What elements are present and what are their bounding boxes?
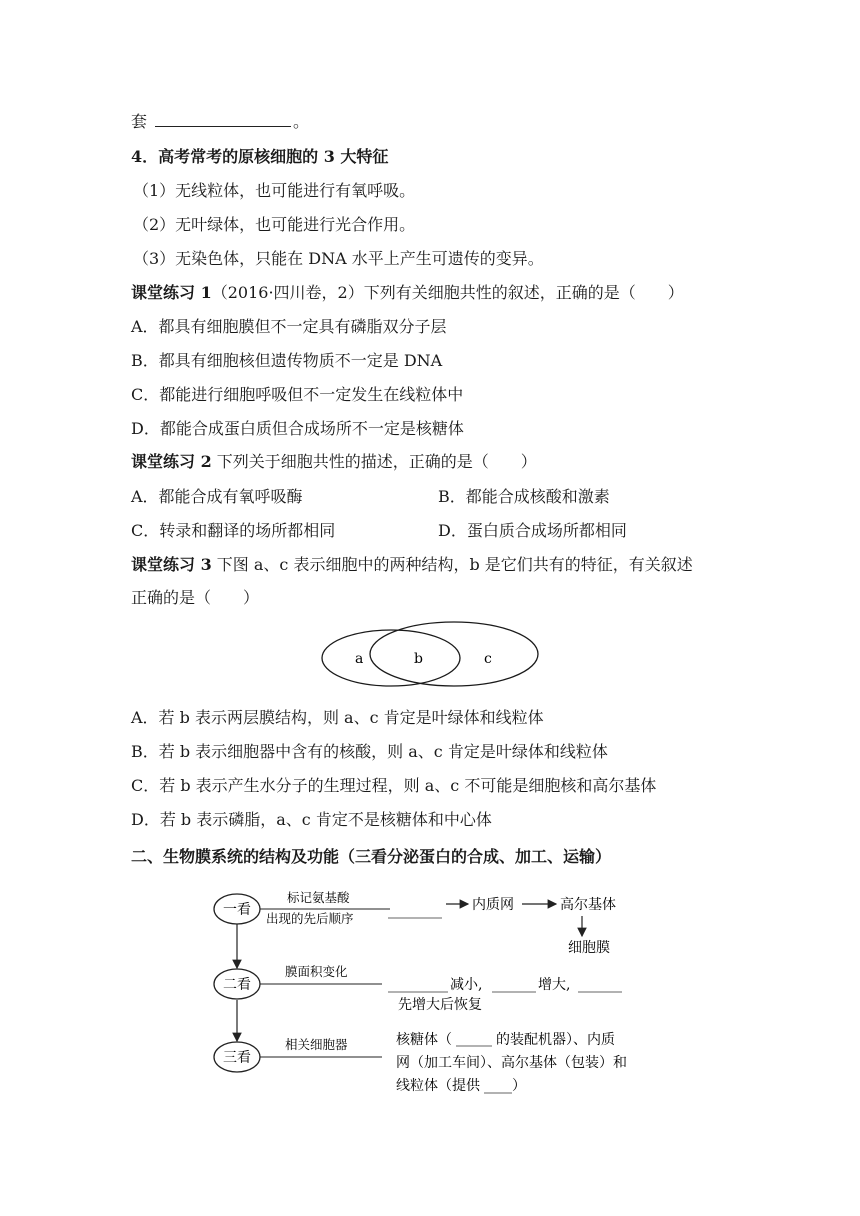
question-1-stem xyxy=(131,282,684,304)
feature-item-3: （3）无染色体，只能在 DNA 水平上产生可遗传的变异。 xyxy=(133,249,544,268)
q1-option-b[interactable]: B．都具有细胞核但遗传物质不一定是 DNA xyxy=(131,351,443,370)
q3-option-b[interactable]: B．若 b 表示细胞器中含有的核酸，则 a、c 肯定是叶绿体和线粒体 xyxy=(131,742,608,761)
golgi-label: 高尔基体 xyxy=(560,897,616,913)
step-2-caption: 膜面积变化 xyxy=(285,964,348,979)
venn-label-b: b xyxy=(414,651,423,667)
venn-label-c: c xyxy=(484,651,492,667)
increase-label: 增大, xyxy=(538,977,571,993)
feature-item-2: （2）无叶绿体，也可能进行光合作用。 xyxy=(133,215,416,234)
step-1-caption-2: 出现的先后顺序 xyxy=(266,911,354,926)
q3-option-a[interactable]: A．若 b 表示两层膜结构，则 a、c 肯定是叶绿体和线粒体 xyxy=(131,708,544,727)
text-suffix: 。 xyxy=(293,112,310,131)
q2-option-c[interactable]: C．转录和翻译的场所都相同 xyxy=(131,521,336,540)
step-3-label: 三看 xyxy=(223,1050,251,1066)
secretory-protein-flow-diagram xyxy=(210,880,650,1105)
fill-in-line xyxy=(131,111,309,133)
venn-label-a: a xyxy=(355,651,364,667)
er-label: 内质网 xyxy=(472,897,514,913)
section-heading-4: 4．高考常考的原核细胞的 3 大特征 xyxy=(131,147,389,166)
q2-option-d[interactable]: D．蛋白质合成场所都相同 xyxy=(438,521,627,540)
organelle-line-3a: 线粒体（提供 xyxy=(396,1078,480,1094)
step-1-caption-1: 标记氨基酸 xyxy=(287,890,350,905)
venn-circle-right xyxy=(370,622,538,686)
text-prefix: 套 xyxy=(131,112,148,131)
organelle-line-1a: 核糖体（ xyxy=(396,1032,452,1048)
recover-label: 先增大后恢复 xyxy=(398,997,482,1013)
venn-diagram xyxy=(318,618,542,690)
step-2-label: 二看 xyxy=(223,977,251,993)
question-text: 下图 a、c 表示细胞中的两种结构，b 是它们共有的特征，有关叙述 xyxy=(211,555,693,574)
question-label: 课堂练习 2 xyxy=(131,452,212,471)
question-text: 下列关于细胞共性的描述，正确的是（ ） xyxy=(211,452,537,471)
question-3-stem-cont: 正确的是（ ） xyxy=(131,588,260,607)
question-2-stem xyxy=(131,451,537,473)
q1-option-a[interactable]: A．都具有细胞膜但不一定具有磷脂双分子层 xyxy=(131,317,447,336)
feature-item-1: （1）无线粒体，也可能进行有氧呼吸。 xyxy=(133,181,416,200)
question-3-stem xyxy=(131,554,693,576)
organelle-line-1b: 的装配机器）、内质 xyxy=(496,1032,615,1048)
q1-option-d[interactable]: D．都能合成蛋白质但合成场所不一定是核糖体 xyxy=(131,419,464,438)
q3-option-c[interactable]: C．若 b 表示产生水分子的生理过程，则 a、c 不可能是细胞核和高尔基体 xyxy=(131,776,657,795)
venn-circle-left xyxy=(322,630,460,686)
q3-option-d[interactable]: D．若 b 表示磷脂，a、c 肯定不是核糖体和中心体 xyxy=(131,810,492,829)
q2-option-a[interactable]: A．都能合成有氧呼吸酶 xyxy=(131,487,303,506)
organelle-line-3b: ） xyxy=(512,1078,526,1094)
question-label: 课堂练习 3 xyxy=(131,555,212,574)
section-2-heading: 二、生物膜系统的结构及功能（三看分泌蛋白的合成、加工、运输） xyxy=(131,847,612,866)
decrease-label: 减小, xyxy=(450,977,483,993)
q1-option-c[interactable]: C．都能进行细胞呼吸但不一定发生在线粒体中 xyxy=(131,385,464,404)
q2-option-b[interactable]: B．都能合成核酸和激素 xyxy=(438,487,610,506)
answer-blank[interactable] xyxy=(155,112,291,127)
question-text: （2016·四川卷，2）下列有关细胞共性的叙述，正确的是（ ） xyxy=(211,283,684,302)
step-1-label: 一看 xyxy=(223,902,251,918)
organelle-line-2: 网（加工车间）、高尔基体（包装）和 xyxy=(396,1055,627,1071)
plasma-membrane-label: 细胞膜 xyxy=(568,940,610,956)
question-label: 课堂练习 1 xyxy=(131,283,212,302)
step-3-caption: 相关细胞器 xyxy=(285,1037,348,1052)
